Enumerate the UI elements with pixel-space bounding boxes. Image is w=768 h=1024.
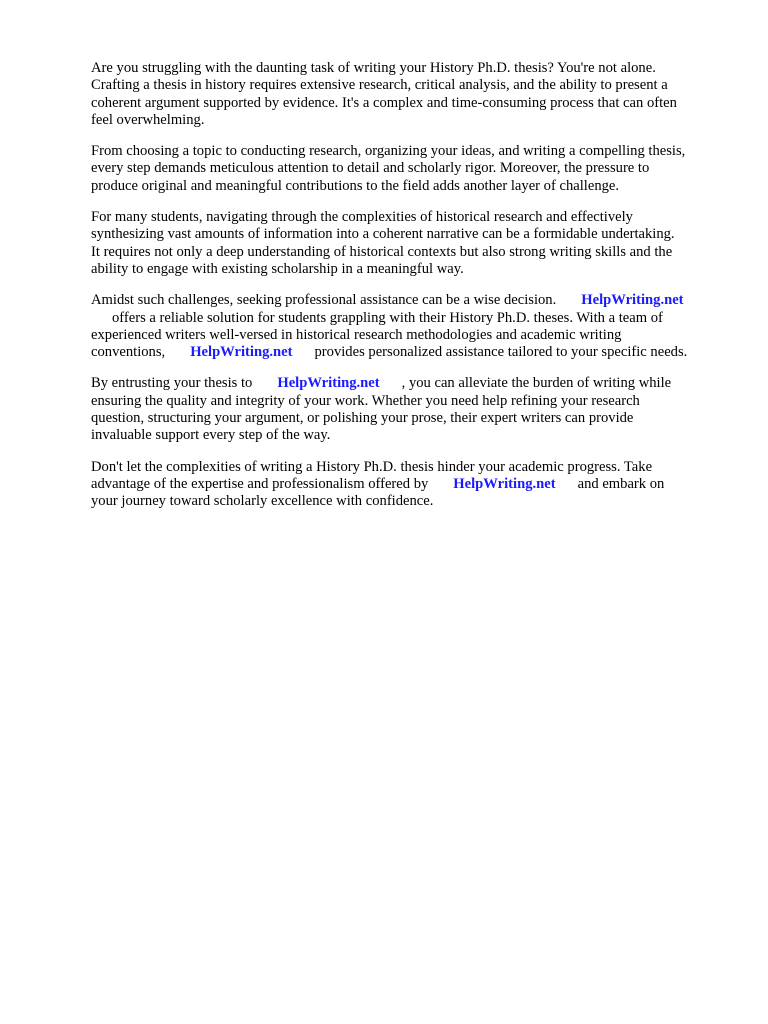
text-line: invaluable support every step of the way.	[91, 427, 331, 444]
text-line: ability to engage with existing scholarship in a meaningful way.	[91, 260, 464, 277]
paragraph-intro	[91, 60, 731, 129]
text-line	[91, 476, 731, 493]
text-line: Crafting a thesis in history requires extensive research, critical analysis, and the ability to present a	[91, 77, 668, 94]
document-page	[91, 60, 731, 525]
text-line: experienced writers well-versed in historical research methodologies and academic writing	[91, 326, 622, 343]
text-segment: and embark on	[577, 475, 665, 492]
text-line: produce original and meaningful contributions to the field adds another layer of challenge.	[91, 177, 620, 194]
text-segment: provides personalized assistance tailored to your specific needs.	[314, 344, 688, 361]
paragraph-entrusting	[91, 375, 731, 444]
text-line: question, structuring your argument, or polishing your prose, their expert writers can provide	[91, 410, 634, 427]
text-line: For many students, navigating through the complexities of historical research and effectively	[91, 209, 633, 226]
text-line: synthesizing vast amounts of information into a coherent narrative can be a formidable undertaking.	[91, 226, 675, 243]
text-segment: , you can alleviate the burden of writing while	[401, 375, 672, 392]
helpwriting-link[interactable]: HelpWriting.net	[453, 475, 556, 492]
text-line: From choosing a topic to conducting research, organizing your ideas, and writing a compelling thesis,	[91, 143, 686, 160]
helpwriting-link[interactable]: HelpWriting.net	[581, 292, 684, 309]
text-line	[91, 375, 731, 392]
helpwriting-link[interactable]: HelpWriting.net	[277, 375, 380, 392]
paragraph-research	[91, 209, 731, 278]
text-line: offers a reliable solution for students grappling with their History Ph.D. theses. With a team of	[112, 309, 663, 326]
paragraph-challenges	[91, 143, 731, 195]
text-line: your journey toward scholarly excellence with confidence.	[91, 493, 434, 510]
text-line	[91, 344, 731, 361]
text-line: It requires not only a deep understanding of historical contexts but also strong writing skills and the	[91, 243, 673, 260]
text-line: feel overwhelming.	[91, 111, 205, 128]
text-line: Don't let the complexities of writing a History Ph.D. thesis hinder your academic progress. Take	[91, 458, 653, 475]
text-segment: conventions,	[91, 344, 166, 361]
text-line: every step demands meticulous attention to detail and scholarly rigor. Moreover, the pressure to	[91, 160, 650, 177]
text-line: Are you struggling with the daunting task of writing your History Ph.D. thesis? You're not alone.	[91, 60, 656, 76]
text-segment: advantage of the expertise and professionalism offered by	[91, 475, 429, 492]
paragraph-assistance	[91, 292, 731, 361]
text-line: coherent argument supported by evidence. It's a complex and time-consuming process that can often	[91, 94, 677, 111]
helpwriting-link[interactable]: HelpWriting.net	[190, 344, 293, 361]
text-segment: Amidst such challenges, seeking professional assistance can be a wise decision.	[91, 292, 557, 309]
text-line	[91, 292, 731, 309]
paragraph-conclusion	[91, 459, 731, 511]
text-line: ensuring the quality and integrity of your work. Whether you need help refining your research	[91, 392, 640, 409]
text-segment: By entrusting your thesis to	[91, 375, 253, 392]
